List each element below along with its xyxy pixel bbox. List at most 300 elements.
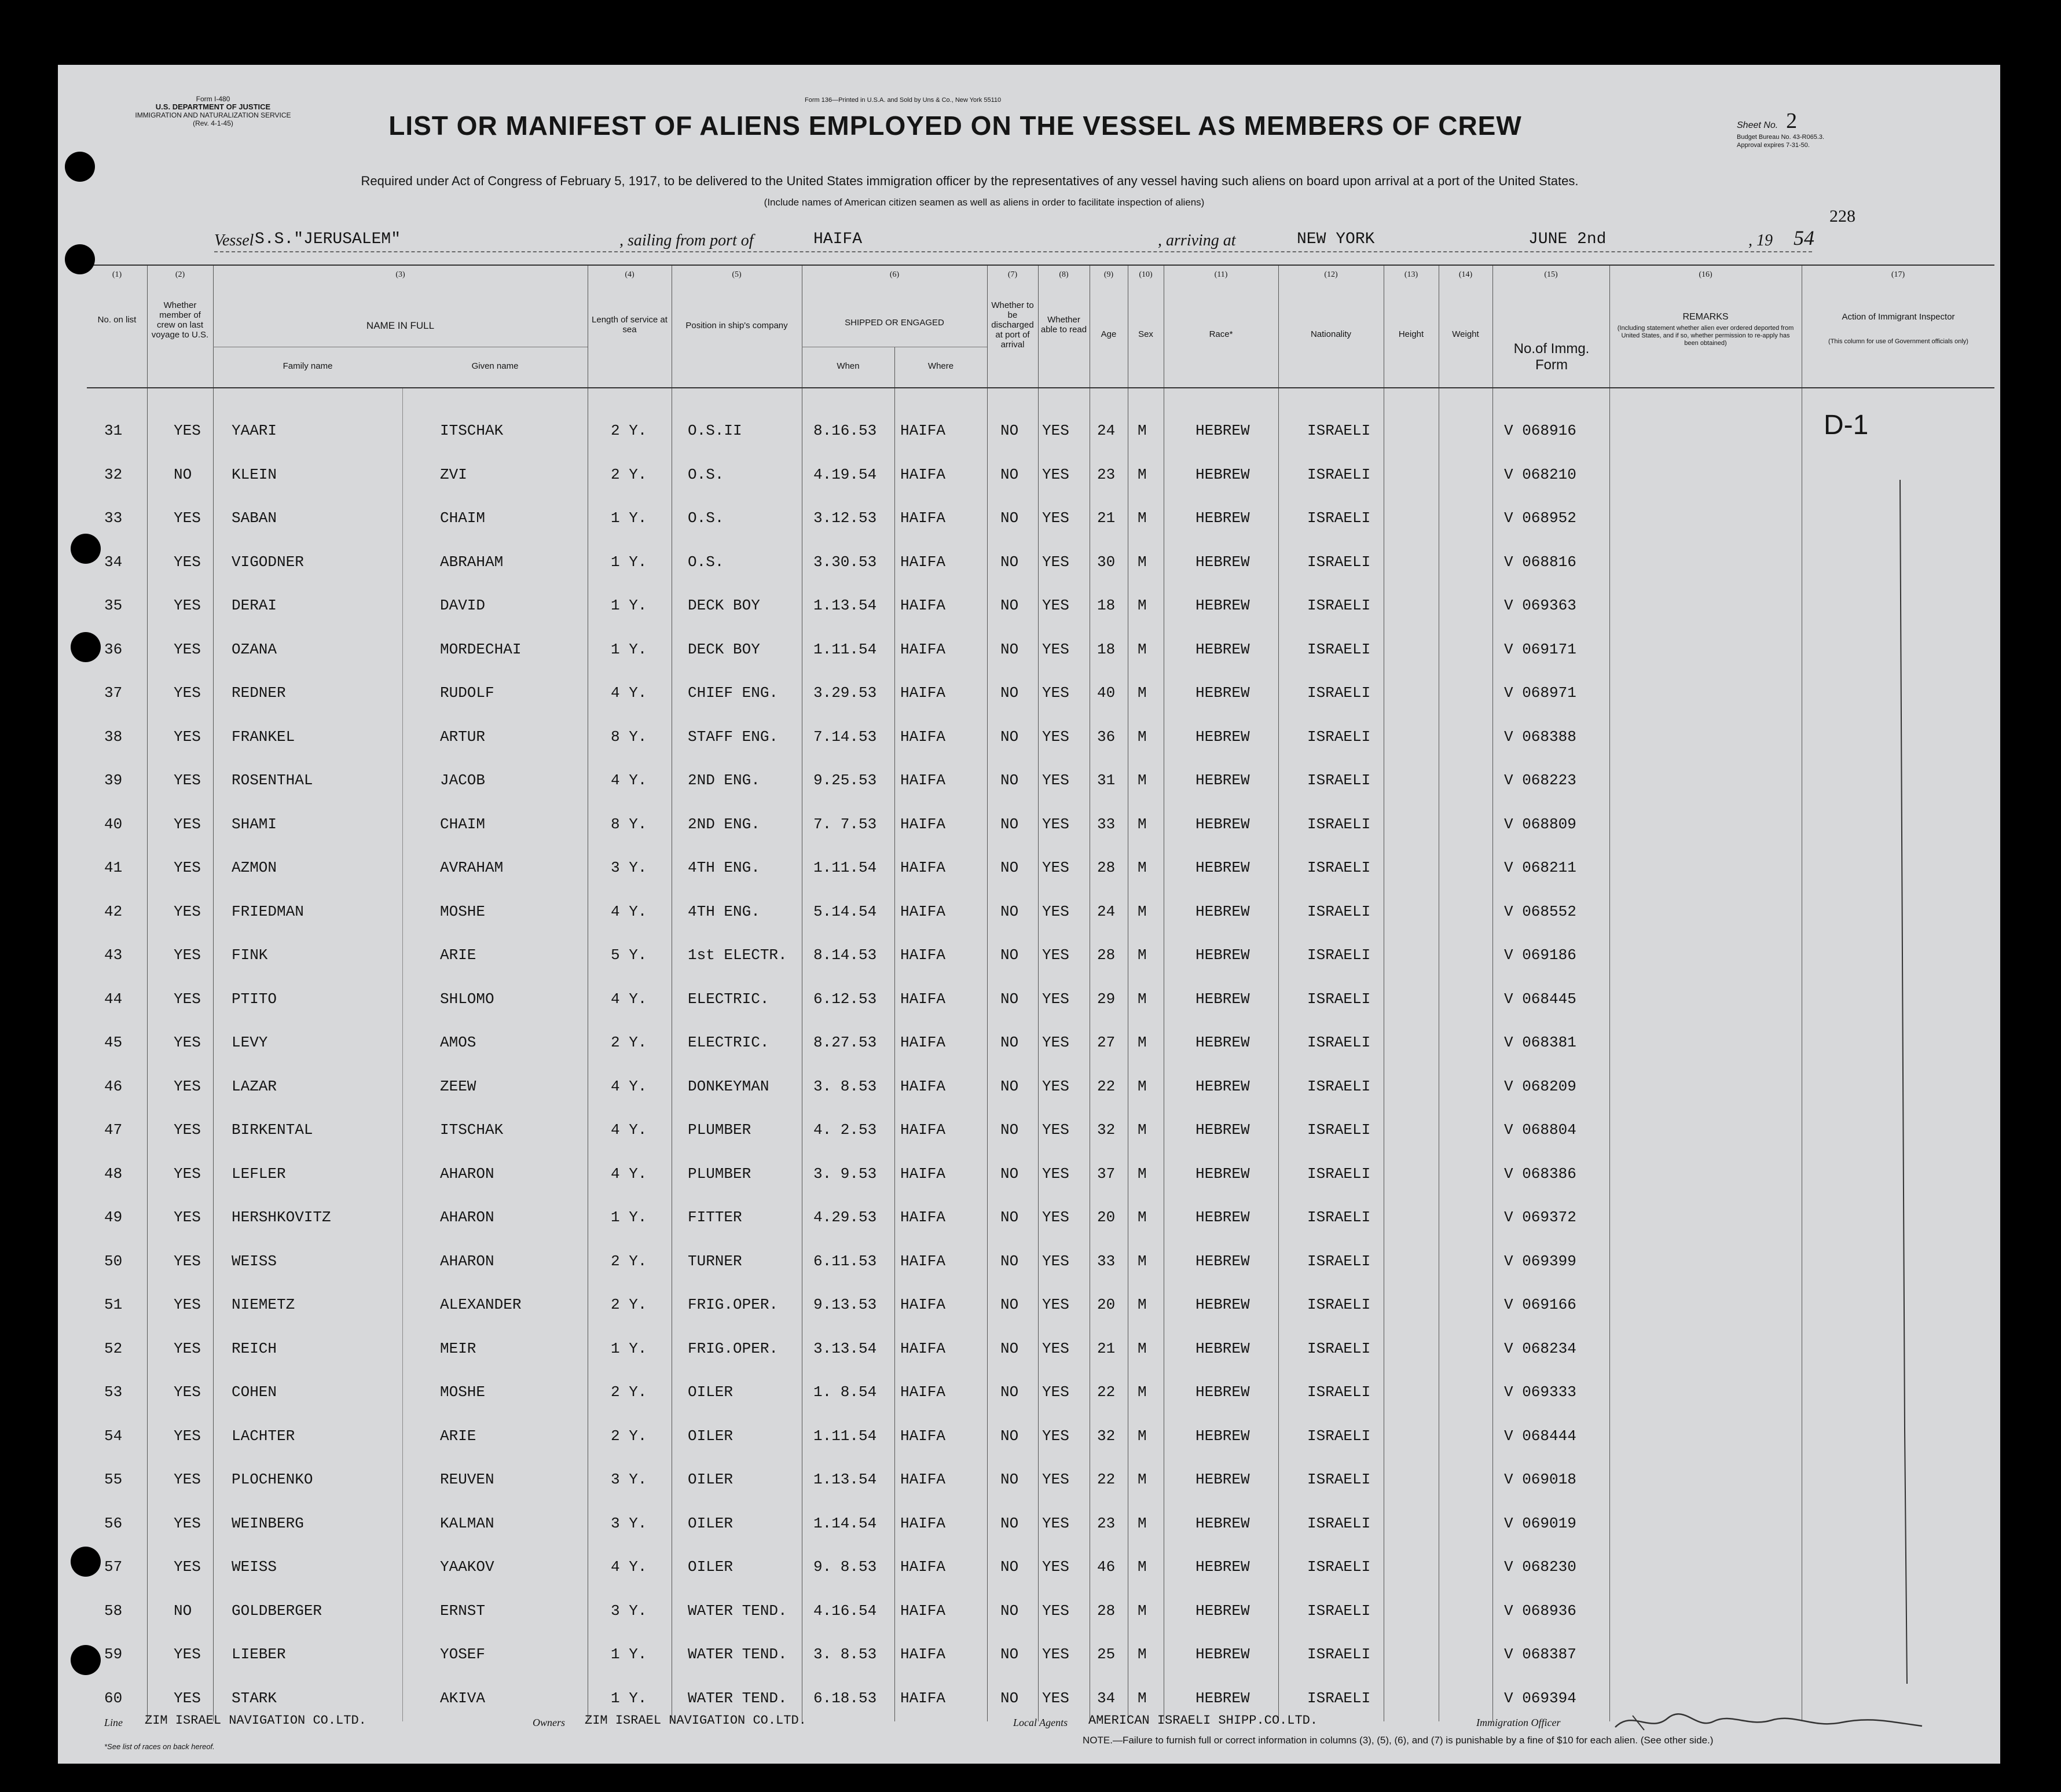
table-row [87, 1554, 1994, 1594]
shipped-when: 1.14.54 [813, 1514, 877, 1532]
table-row [87, 1117, 1994, 1157]
owners-value: ZIM ISRAEL NAVIGATION CO.LTD. [585, 1713, 806, 1728]
nationality: ISRAELI [1307, 1471, 1371, 1488]
shipped-where: HAIFA [900, 772, 946, 789]
family-name: PTITO [232, 990, 277, 1008]
shipped-where: HAIFA [900, 1296, 946, 1313]
sex: M [1138, 1121, 1147, 1139]
service-length: 1 Y. [611, 1339, 647, 1357]
family-name: ROSENTHAL [232, 772, 313, 789]
family-name: BIRKENTAL [232, 1121, 313, 1139]
given-name: ITSCHAK [440, 1121, 504, 1139]
immg-form-number: V 069394 [1504, 1689, 1576, 1707]
immg-form-number: V 069019 [1504, 1514, 1576, 1532]
discharged: NO [1000, 1209, 1019, 1226]
family-name: GOLDBERGER [232, 1602, 322, 1620]
col-num-2: (2) [175, 270, 185, 279]
discharged: NO [1000, 1427, 1019, 1445]
shipped-when: 3. 8.53 [813, 1646, 877, 1663]
shipped-where: HAIFA [900, 553, 946, 571]
header-member-crew: Whether member of crew on last voyage to U.S. [151, 300, 209, 340]
table-row [87, 1598, 1994, 1638]
shipped-where: HAIFA [900, 640, 946, 658]
row-number: 32 [104, 465, 123, 483]
shipped-where: HAIFA [900, 902, 946, 920]
crew-flag: YES [174, 1121, 201, 1139]
sex: M [1138, 990, 1147, 1008]
race: HEBREW [1195, 772, 1250, 789]
manifest-sheet [58, 65, 2000, 1764]
table-row [87, 986, 1994, 1026]
family-name: SHAMI [232, 815, 277, 833]
position: O.S. [688, 465, 724, 483]
position: PLUMBER [688, 1121, 751, 1139]
nationality: ISRAELI [1307, 509, 1371, 527]
line-label: Line [104, 1717, 123, 1728]
table-row [87, 1641, 1994, 1681]
crew-flag: YES [174, 772, 201, 789]
sheet-number [1737, 108, 1797, 134]
immg-form-number: V 069333 [1504, 1383, 1576, 1401]
family-name: KLEIN [232, 465, 277, 483]
header-immg-form: No.of Immg. Form [1513, 341, 1590, 373]
crew-flag: YES [174, 640, 201, 658]
age: 20 [1097, 1209, 1116, 1226]
position: DONKEYMAN [688, 1077, 769, 1095]
position: PLUMBER [688, 1165, 751, 1183]
shipped-when: 8.27.53 [813, 1034, 877, 1051]
able-read: YES [1042, 946, 1069, 964]
shipped-where: HAIFA [900, 1383, 946, 1401]
owners-label: Owners [533, 1717, 566, 1728]
position: FRIG.OPER. [688, 1339, 779, 1357]
family-name: WEISS [232, 1252, 277, 1270]
shipped-when: 1.13.54 [813, 597, 877, 614]
table-row [87, 505, 1994, 545]
shipped-where: HAIFA [900, 1514, 946, 1532]
able-read: YES [1042, 990, 1069, 1008]
crew-flag: YES [174, 1383, 201, 1401]
shipped-where: HAIFA [900, 1121, 946, 1139]
sex: M [1138, 465, 1147, 483]
family-name: DERAI [232, 597, 277, 614]
able-read: YES [1042, 1209, 1069, 1226]
race: HEBREW [1195, 1077, 1250, 1095]
shipped-when: 6.18.53 [813, 1689, 877, 1707]
race: HEBREW [1195, 1383, 1250, 1401]
position: FRIG.OPER. [688, 1296, 779, 1313]
given-name: ABRAHAM [440, 553, 504, 571]
service-length: 2 Y. [611, 1034, 647, 1051]
immg-form-number: V 068444 [1504, 1427, 1576, 1445]
given-name: YOSEF [440, 1646, 486, 1663]
given-name: ZEEW [440, 1077, 476, 1095]
table-row [87, 1248, 1994, 1288]
shipped-when: 4.29.53 [813, 1209, 877, 1226]
shipped-where: HAIFA [900, 509, 946, 527]
position: O.S. [688, 553, 724, 571]
col-num-4: (4) [625, 270, 635, 279]
family-name: LEVY [232, 1034, 268, 1051]
arriving-label: , arriving at [1158, 232, 1236, 249]
crew-flag: YES [174, 1427, 201, 1445]
service-length: 2 Y. [611, 465, 647, 483]
family-name: WEINBERG [232, 1514, 304, 1532]
table-row [87, 724, 1994, 764]
vessel-label: Vessel [214, 232, 254, 249]
shipped-where: HAIFA [900, 859, 946, 876]
col-num-10: (10) [1139, 270, 1153, 279]
race: HEBREW [1195, 553, 1250, 571]
col-num-5: (5) [732, 270, 742, 279]
age: 37 [1097, 1165, 1116, 1183]
shipped-where: HAIFA [900, 946, 946, 964]
able-read: YES [1042, 728, 1069, 746]
age: 22 [1097, 1383, 1116, 1401]
table-row [87, 680, 1994, 720]
immg-form-number: V 068804 [1504, 1121, 1576, 1139]
row-number: 56 [104, 1514, 123, 1532]
row-number: 53 [104, 1383, 123, 1401]
position: TURNER [688, 1252, 742, 1270]
table-row [87, 592, 1994, 633]
row-number: 36 [104, 640, 123, 658]
discharged: NO [1000, 772, 1019, 789]
given-name: ARTUR [440, 728, 486, 746]
discharged: NO [1000, 1296, 1019, 1313]
service-length: 2 Y. [611, 1427, 647, 1445]
age: 31 [1097, 772, 1116, 789]
binder-hole [71, 1645, 101, 1675]
given-name: YAAKOV [440, 1558, 494, 1576]
table-row [87, 1204, 1994, 1244]
immg-form-number: V 068230 [1504, 1558, 1576, 1576]
position: STAFF ENG. [688, 728, 779, 746]
given-name: CHAIM [440, 509, 486, 527]
able-read: YES [1042, 465, 1069, 483]
nationality: ISRAELI [1307, 1514, 1371, 1532]
able-read: YES [1042, 1383, 1069, 1401]
able-read: YES [1042, 1121, 1069, 1139]
nationality: ISRAELI [1307, 465, 1371, 483]
header-separator [87, 387, 1994, 388]
header-family-name: Family name [283, 361, 333, 371]
shipped-when: 3.12.53 [813, 509, 877, 527]
given-name: AVRAHAM [440, 859, 504, 876]
nationality: ISRAELI [1307, 859, 1371, 876]
nationality: ISRAELI [1307, 1077, 1371, 1095]
budget-number: Budget Bureau No. 43-R065.3. [1737, 134, 1825, 141]
immg-form-number: V 069363 [1504, 597, 1576, 614]
age: 23 [1097, 1514, 1116, 1532]
able-read: YES [1042, 1077, 1069, 1095]
shipped-when: 5.14.54 [813, 902, 877, 920]
age: 32 [1097, 1121, 1116, 1139]
age: 34 [1097, 1689, 1116, 1707]
revision: (Rev. 4-1-45) [193, 119, 233, 127]
position: DECK BOY [688, 640, 760, 658]
row-number: 48 [104, 1165, 123, 1183]
age: 28 [1097, 946, 1116, 964]
table-row [87, 1291, 1994, 1332]
shipped-when: 8.16.53 [813, 422, 877, 439]
immg-form-number: V 068234 [1504, 1339, 1576, 1357]
age: 22 [1097, 1471, 1116, 1488]
race: HEBREW [1195, 597, 1250, 614]
row-number: 37 [104, 684, 123, 702]
sex: M [1138, 1339, 1147, 1357]
row-number: 45 [104, 1034, 123, 1051]
row-number: 35 [104, 597, 123, 614]
shipped-when: 9.25.53 [813, 772, 877, 789]
table-row [87, 410, 1994, 458]
header-shipped: SHIPPED OR ENGAGED [845, 318, 944, 328]
nationality: ISRAELI [1307, 728, 1371, 746]
race: HEBREW [1195, 859, 1250, 876]
shipped-when: 1.13.54 [813, 1471, 877, 1488]
race: HEBREW [1195, 1121, 1250, 1139]
shipped-where: HAIFA [900, 1034, 946, 1051]
crew-flag: YES [174, 1034, 201, 1051]
race: HEBREW [1195, 1165, 1250, 1183]
shipped-where: HAIFA [900, 990, 946, 1008]
age: 24 [1097, 902, 1116, 920]
table-row [87, 1073, 1994, 1114]
immg-form-number: V 069186 [1504, 946, 1576, 964]
table-row [87, 1466, 1994, 1507]
able-read: YES [1042, 772, 1069, 789]
service-length: 2 Y. [611, 1296, 647, 1313]
position: 2ND ENG. [688, 815, 760, 833]
row-number: 31 [104, 422, 123, 439]
service-length: 1 Y. [611, 553, 647, 571]
position: O.S. [688, 509, 724, 527]
header-age: Age [1101, 329, 1117, 339]
nationality: ISRAELI [1307, 902, 1371, 920]
service-length: 8 Y. [611, 728, 647, 746]
discharged: NO [1000, 1602, 1019, 1620]
able-read: YES [1042, 1602, 1069, 1620]
race: HEBREW [1195, 1514, 1250, 1532]
given-name: MOSHE [440, 902, 486, 920]
table-row [87, 1510, 1994, 1551]
family-name: LAZAR [232, 1077, 277, 1095]
race: HEBREW [1195, 728, 1250, 746]
sex: M [1138, 1034, 1147, 1051]
given-name: AHARON [440, 1165, 494, 1183]
row-number: 51 [104, 1296, 123, 1313]
shipped-when: 1.11.54 [813, 640, 877, 658]
position: WATER TEND. [688, 1689, 787, 1707]
row-number: 43 [104, 946, 123, 964]
header-position: Position in ship's company [685, 321, 788, 331]
discharged: NO [1000, 728, 1019, 746]
able-read: YES [1042, 1427, 1069, 1445]
crew-flag: YES [174, 553, 201, 571]
position: OILER [688, 1471, 734, 1488]
crew-flag: YES [174, 509, 201, 527]
given-name: AHARON [440, 1209, 494, 1226]
discharged: NO [1000, 902, 1019, 920]
immg-form-number: V 068952 [1504, 509, 1576, 527]
binder-hole [71, 632, 101, 662]
discharged: NO [1000, 1558, 1019, 1576]
vessel-rule [214, 251, 1812, 252]
binder-hole [71, 534, 101, 564]
row-number: 49 [104, 1209, 123, 1226]
service-length: 8 Y. [611, 815, 647, 833]
able-read: YES [1042, 422, 1069, 439]
header-nationality: Nationality [1310, 329, 1352, 339]
family-name: YAARI [232, 422, 277, 439]
shipped-when: 9. 8.53 [813, 1558, 877, 1576]
officer-signature [1609, 1704, 1934, 1739]
able-read: YES [1042, 509, 1069, 527]
crew-table [87, 265, 1994, 1721]
family-name: FINK [232, 946, 268, 964]
age: 36 [1097, 728, 1116, 746]
given-name: AHARON [440, 1252, 494, 1270]
discharged: NO [1000, 1252, 1019, 1270]
race: HEBREW [1195, 1339, 1250, 1357]
family-name: AZMON [232, 859, 277, 876]
crew-flag: YES [174, 1165, 201, 1183]
able-read: YES [1042, 1296, 1069, 1313]
sheet-value: 2 [1786, 109, 1798, 133]
nationality: ISRAELI [1307, 1296, 1371, 1313]
able-read: YES [1042, 1165, 1069, 1183]
shipped-when: 1.11.54 [813, 859, 877, 876]
nationality: ISRAELI [1307, 640, 1371, 658]
shipped-where: HAIFA [900, 465, 946, 483]
shipped-when: 3.30.53 [813, 553, 877, 571]
nationality: ISRAELI [1307, 597, 1371, 614]
shipped-where: HAIFA [900, 684, 946, 702]
service-length: 4 Y. [611, 684, 647, 702]
race: HEBREW [1195, 684, 1250, 702]
family-name: LEFLER [232, 1165, 286, 1183]
crew-flag: NO [174, 1602, 192, 1620]
service-length: 2 Y. [611, 422, 647, 439]
age: 24 [1097, 422, 1116, 439]
able-read: YES [1042, 1339, 1069, 1357]
table-row [87, 854, 1994, 895]
able-read: YES [1042, 815, 1069, 833]
crew-flag: YES [174, 1252, 201, 1270]
service-length: 2 Y. [611, 1383, 647, 1401]
sex: M [1138, 553, 1147, 571]
header-where: Where [927, 361, 954, 371]
table-row [87, 767, 1994, 807]
header-action: Action of Immigrant Inspector [1842, 312, 1955, 322]
binder-hole [71, 1547, 101, 1577]
header-able-read: Whether able to read [1040, 315, 1087, 335]
family-name: LACHTER [232, 1427, 295, 1445]
age: 21 [1097, 509, 1116, 527]
family-name: COHEN [232, 1383, 277, 1401]
row-number: 42 [104, 902, 123, 920]
position: WATER TEND. [688, 1646, 787, 1663]
header-discharged: Whether to be discharged at port of arrival [991, 300, 1034, 350]
discharged: NO [1000, 1383, 1019, 1401]
nationality: ISRAELI [1307, 1252, 1371, 1270]
age: 23 [1097, 465, 1116, 483]
header-when: When [837, 361, 860, 371]
crew-flag: YES [174, 902, 201, 920]
nationality: ISRAELI [1307, 1383, 1371, 1401]
department: U.S. DEPARTMENT OF JUSTICE [155, 102, 271, 111]
discharged: NO [1000, 1165, 1019, 1183]
nationality: ISRAELI [1307, 422, 1371, 439]
shipped-where: HAIFA [900, 422, 946, 439]
nationality: ISRAELI [1307, 946, 1371, 964]
family-name: PLOCHENKO [232, 1471, 313, 1488]
service-length: 3 Y. [611, 1602, 647, 1620]
inspector-check-line [1802, 387, 1994, 1721]
race: HEBREW [1195, 509, 1250, 527]
age: 33 [1097, 815, 1116, 833]
family-name: FRANKEL [232, 728, 295, 746]
immg-form-number: V 068387 [1504, 1646, 1576, 1663]
table-row [87, 1029, 1994, 1070]
immg-form-number: V 068971 [1504, 684, 1576, 702]
given-name: ALEXANDER [440, 1296, 522, 1313]
nationality: ISRAELI [1307, 990, 1371, 1008]
age: 33 [1097, 1252, 1116, 1270]
position: 2ND ENG. [688, 772, 760, 789]
nationality: ISRAELI [1307, 1646, 1371, 1663]
row-number: 52 [104, 1339, 123, 1357]
sex: M [1138, 1646, 1147, 1663]
able-read: YES [1042, 640, 1069, 658]
sex: M [1138, 728, 1147, 746]
given-name: ZVI [440, 465, 467, 483]
discharged: NO [1000, 1471, 1019, 1488]
discharged: NO [1000, 422, 1019, 439]
shipped-when: 4.19.54 [813, 465, 877, 483]
immg-form-number: V 069399 [1504, 1252, 1576, 1270]
sex: M [1138, 1077, 1147, 1095]
crew-flag: YES [174, 1689, 201, 1707]
officer-label: Immigration Officer [1476, 1717, 1561, 1728]
immg-form-number: V 069372 [1504, 1209, 1576, 1226]
given-name: ARIE [440, 1427, 476, 1445]
budget-info [1737, 133, 1910, 149]
family-name: FRIEDMAN [232, 902, 304, 920]
given-name: ARIE [440, 946, 476, 964]
given-name: RUDOLF [440, 684, 494, 702]
position: OILER [688, 1558, 734, 1576]
shipped-where: HAIFA [900, 1689, 946, 1707]
table-row [87, 1161, 1994, 1201]
sex: M [1138, 1689, 1147, 1707]
nationality: ISRAELI [1307, 1427, 1371, 1445]
fine-note: NOTE.—Failure to furnish full or correct information in columns (3), (5), (6), and (7) is punishable by a fine of $10 for each alien. (See other side.) [1083, 1735, 1714, 1746]
crew-flag: NO [174, 465, 192, 483]
shipped-where: HAIFA [900, 1077, 946, 1095]
position: FITTER [688, 1209, 742, 1226]
service-length: 5 Y. [611, 946, 647, 964]
discharged: NO [1000, 990, 1019, 1008]
race: HEBREW [1195, 465, 1250, 483]
able-read: YES [1042, 859, 1069, 876]
row-number: 47 [104, 1121, 123, 1139]
position: 1st ELECTR. [688, 946, 787, 964]
discharged: NO [1000, 1034, 1019, 1051]
race: HEBREW [1195, 902, 1250, 920]
immg-form-number: V 068445 [1504, 990, 1576, 1008]
service-length: 3 Y. [611, 859, 647, 876]
